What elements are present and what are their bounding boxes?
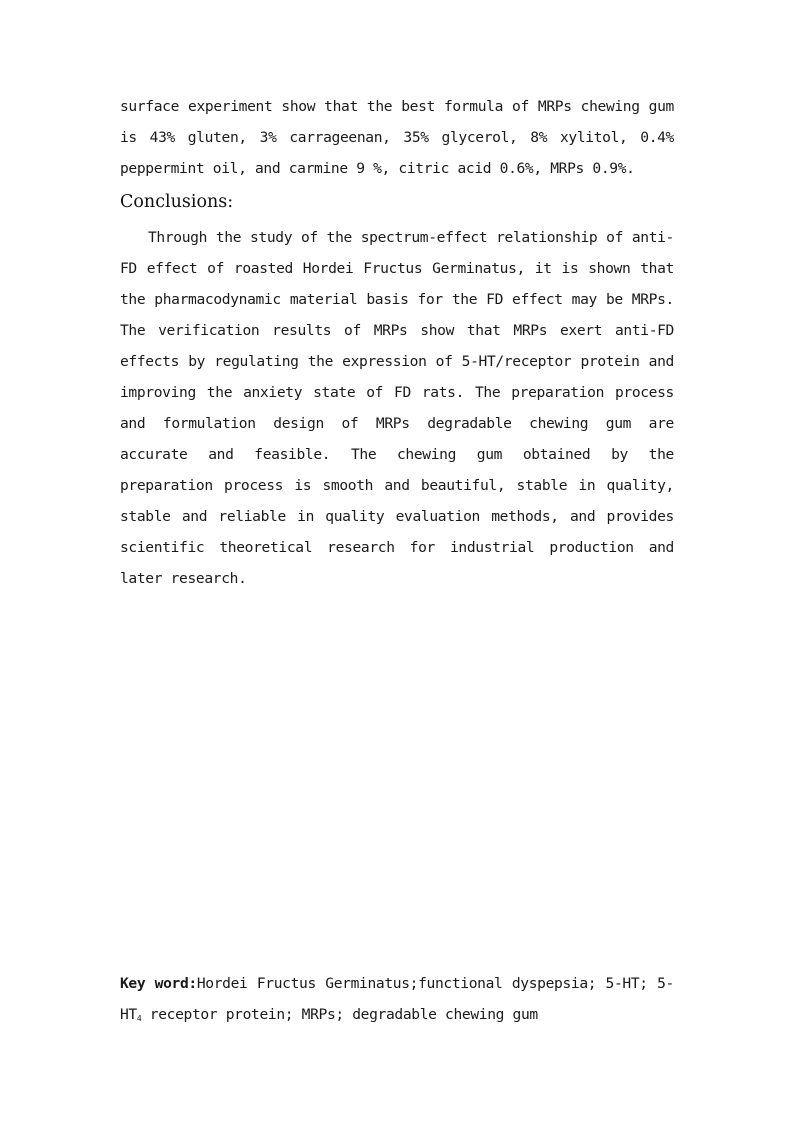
keywords-text-continued: receptor protein; MRPs; degradable chewing gum [141,1006,538,1023]
keywords-text: Hordei Fructus Germinatus;functional dyspepsia; 5-HT; 5-HT [120,975,674,1023]
keywords-subscript: 4 [136,1014,142,1023]
intro-paragraph: surface experiment show that the best formula of MRPs chewing gum is 43% gluten, 3% carrageenan, 35% glycerol, 8% xylitol, 0.4% peppermint oil, and carmine 9 %, citric acid 0.6%, MRPs 0.9%. [120,98,674,177]
keywords-paragraph [120,968,674,1030]
conclusions-heading: Conclusions: [120,192,234,212]
conclusions-paragraph: Through the study of the spectrum-effect relationship of anti-FD effect of roasted Hordei Fructus Germinatus, it is shown that the pharmacodynamic material basis for the FD effect may be MRPs. The verification results of MRPs show that MRPs exert anti-FD effects by regulating the expression of 5-HT/receptor protein and improving the anxiety state of FD rats. The preparation process and formulation design of MRPs degradable chewing gum are accurate and feasible. The chewing gum obtained by the preparation process is smooth and beautiful, stable in quality, stable and reliable in quality evaluation methods, and provides scientific theoretical research for industrial production and later research. [120,229,674,587]
keywords-label: Key word: [120,975,197,992]
